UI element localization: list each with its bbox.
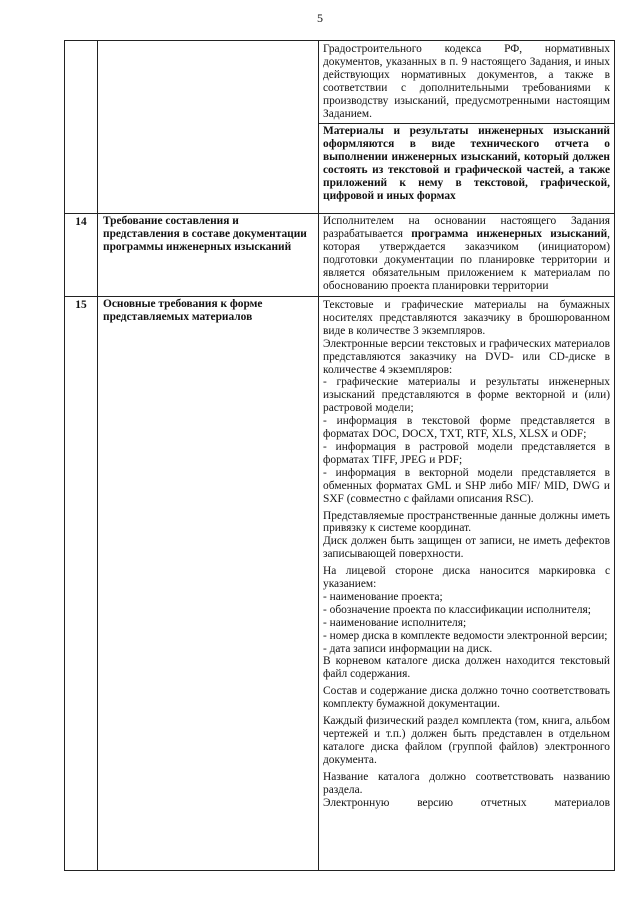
row-requirement: Требование составления и представления в составе документации программы инженерных изысканий	[98, 214, 319, 297]
paragraph: На лицевой стороне диска наносится маркировка с указанием:	[323, 565, 610, 591]
row-content	[319, 297, 615, 871]
table-row	[65, 214, 615, 297]
paragraph: Название каталога должно соответствовать названию раздела.	[323, 770, 610, 796]
row-content	[319, 41, 615, 214]
list-item: - наименование исполнителя;	[323, 616, 467, 629]
row-number	[65, 41, 98, 214]
paragraph: Исполнителем на основании настоящего Задания разрабатывается программа инженерных изысканий, которая утверждается заказчиком (инициатором) подготовки документации по планировке территории и является обязательным приложением к материалам по обоснованию проекта планировки территории	[323, 215, 610, 292]
table-row	[65, 41, 615, 214]
paragraph: - информация в векторной модели представляется в обменных форматах GML и SHP либо MIF/ MID, DWG и SXF (совместно с файлами описания RSC).	[323, 466, 610, 505]
paragraph: Состав и содержание диска должно точно соответствовать комплекту бумажной документации.	[323, 685, 610, 711]
paragraph: Электронные версии текстовых и графических материалов представляются заказчику на DVD- или CD-диске в количестве 4 экземпляров:	[323, 337, 610, 376]
row-number: 15	[65, 297, 98, 871]
row-requirement: Основные требования к форме представляемых материалов	[98, 297, 319, 871]
list-item: - наименование проекта;	[323, 590, 443, 603]
paragraph: Диск должен быть защищен от записи, не иметь дефектов записывающей поверхности.	[323, 535, 610, 561]
paragraph: В корневом каталоге диска должен находится текстовый файл содержания.	[323, 655, 610, 681]
paragraph: Градостроительного кодекса РФ, нормативных документов, указанных в п. 9 настоящего Задания, и иных действующих нормативных документов, а также в соответствии с дополнительными требованиями к производству изысканий, предусмотренными настоящим Заданием.	[323, 43, 610, 120]
paragraph: Текстовые и графические материалы на бумажных носителях представляются заказчику в брошюрованном виде в количестве 3 экземпляров.	[323, 299, 610, 337]
requirements-table	[64, 40, 615, 871]
list-item: - номер диска в комплекте ведомости электронной версии;	[323, 629, 608, 642]
row-requirement	[98, 41, 319, 214]
paragraph: Представляемые пространственные данные должны иметь привязку к системе координат.	[323, 509, 610, 535]
paragraph: - информация в растровой модели представляется в форматах TIFF, JPEG и PDF;	[323, 440, 610, 466]
paragraph-bold: Материалы и результаты инженерных изысканий оформляются в виде технического отчета о выполнении инженерных изысканий, который должен состоять из текстовой и графической частей, а также приложений к нему в текстовой, графической, цифровой и иных формах	[323, 125, 610, 202]
page-number: 5	[317, 11, 323, 25]
row-number: 14	[65, 214, 98, 297]
paragraph: Каждый физический раздел комплекта (том, книга, альбом чертежей и т.п.) должен быть представлен в отдельном каталоге диска файлом (группой файлов) электронного документа.	[323, 715, 610, 766]
list-item: - обозначение проекта по классификации исполнителя;	[323, 603, 591, 616]
row-content	[319, 214, 615, 297]
table-row	[65, 297, 615, 871]
paragraph: Электронную версию отчетных материалов	[323, 796, 610, 809]
paragraph: - информация в текстовой форме представляется в форматах DOC, DOCX, TXT, RTF, XLS, XLSX и ODF;	[323, 415, 610, 441]
paragraph: - графические материалы и результаты инженерных изысканий представляются в форме векторной и (или) растровой модели;	[323, 376, 610, 415]
list-item: - дата записи информации на диск.	[323, 642, 493, 655]
